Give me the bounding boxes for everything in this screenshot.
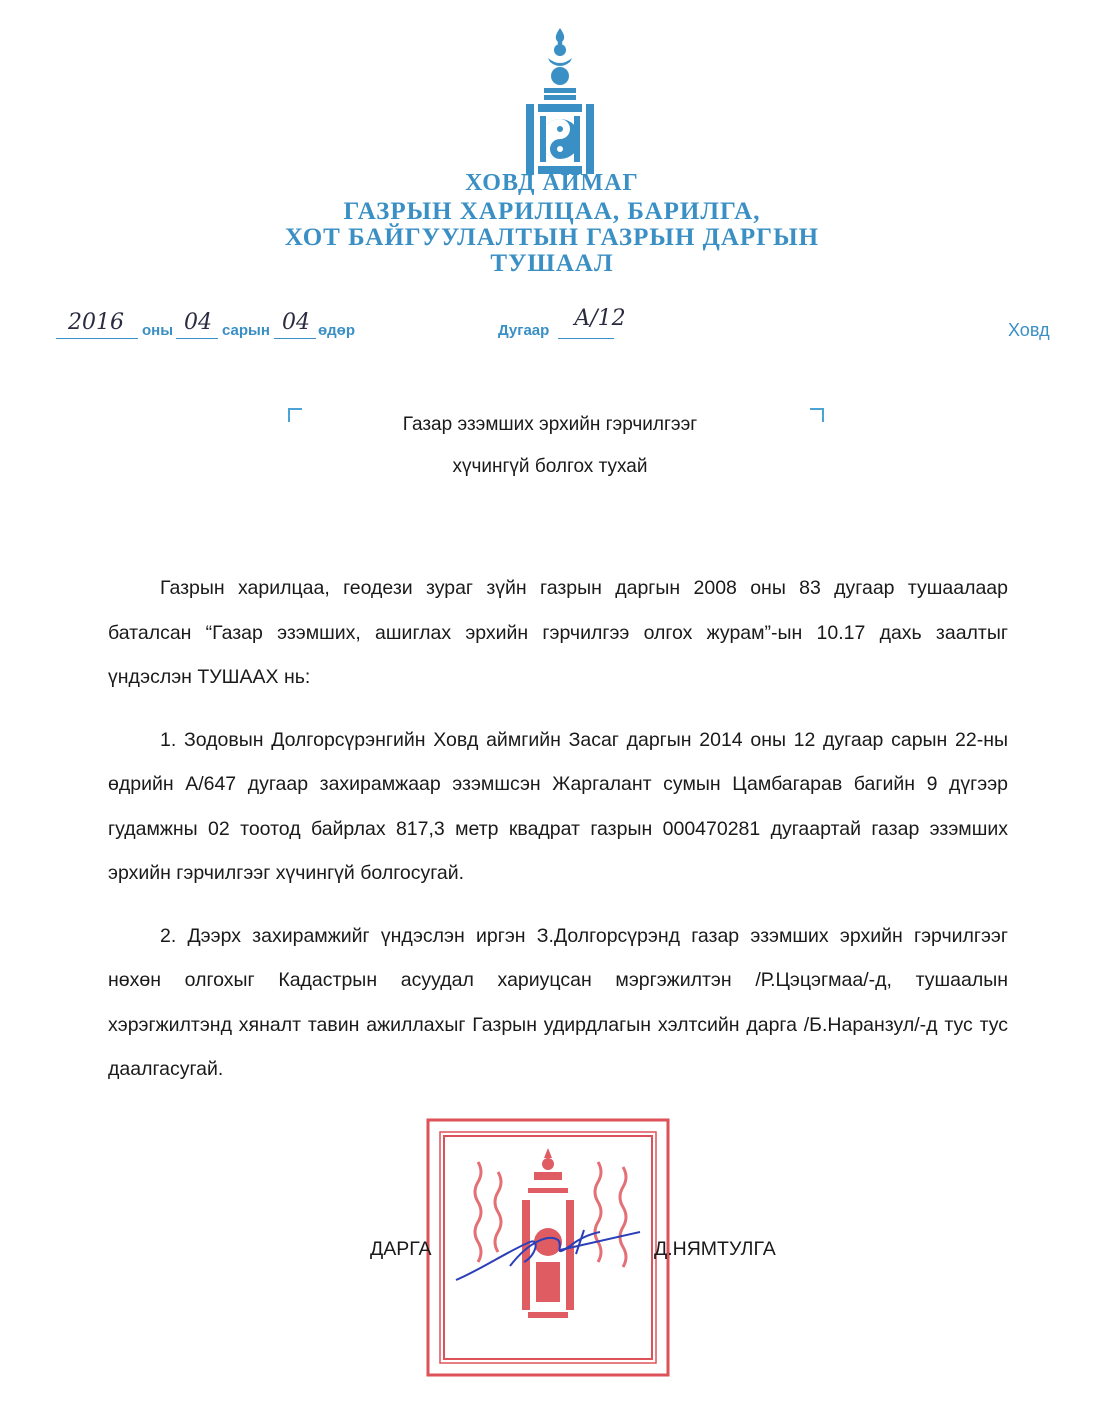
date-day-label: өдөр [318, 322, 356, 339]
document-number-underline [558, 338, 614, 339]
date-day-underline [274, 338, 316, 339]
handwritten-signature-icon [440, 1210, 660, 1290]
preamble-paragraph: Газрын харилцаа, геодези зураг зүйн газрын даргын 2008 оны 83 дугаар тушаалаар баталсан “Газар эзэмших, ашиглах эрхийн гэрчилгээ олгох журам”-ын 10.17 дахь заалтыг үндэслэн ТУШААХ нь: [108, 577, 1008, 688]
order-item-1: 1. Зодовын Долгорсүрэнгийн Ховд аймгийн Засаг даргын 2014 оны 12 дугаар сарын 22-ны өдрийн А/647 дугаар захирамжаар эзэмшсэн Жаргалант сумын Цамбагарав багийн 9 дүгээр гудамжны 02 тоотод байрлах 817,3 метр квадрат газрын 000470281 дугаартай газар эзэмших эрхийн гэрчилгээг хүчингүй болгосугай. [108, 728, 1008, 884]
date-day: 04 [282, 310, 310, 335]
date-month: 04 [184, 310, 212, 335]
document-number-label: Дугаар [498, 322, 550, 339]
order-item-2: 2. Дээрх захирамжийг үндэслэн иргэн З.Долгорсүрэнд газар эзэмших эрхийн гэрчилгээг нөхөн олгохыг Кадастрын асуудал хариуцсан мэргэжилтэн /Р.Цэцэгмаа/-д, тушаалын хэрэгжилтэнд хяналт тавин ажиллахыг Газрын удирдлагын хэлтсийн дарга /Б.Наранзул/-д тус тус даалгасугай. [108, 924, 1008, 1080]
header-aimag: ХОВД АЙМАГ [465, 170, 639, 196]
subject-line1: Газар эзэмших эрхийн гэрчилгээг [402, 414, 698, 435]
header-document-type: ТУШААЛ [490, 250, 614, 277]
header-department-line1: ГАЗРЫН ХАРИЛЦАА, БАРИЛГА, [343, 198, 761, 225]
signatory-title: ДАРГА [370, 1238, 432, 1260]
subject-corner-right [810, 408, 824, 422]
subject-line2: хүчингүй болгох тухай [452, 456, 648, 477]
city-name: Ховд [1008, 320, 1050, 340]
date-month-label: сарын [222, 322, 270, 339]
body-text [108, 566, 1008, 1092]
document-number: A/12 [574, 306, 626, 331]
date-month-underline [176, 338, 218, 339]
date-year-underline [56, 338, 138, 339]
state-emblem-icon [520, 28, 600, 178]
date-year-label: оны [142, 322, 174, 339]
date-year: 2016 [68, 310, 124, 335]
signatory-name: Д.НЯМТУЛГА [654, 1238, 776, 1260]
header-department-line2: ХОТ БАЙГУУЛАЛТЫН ГАЗРЫН ДАРГЫН [284, 224, 820, 251]
